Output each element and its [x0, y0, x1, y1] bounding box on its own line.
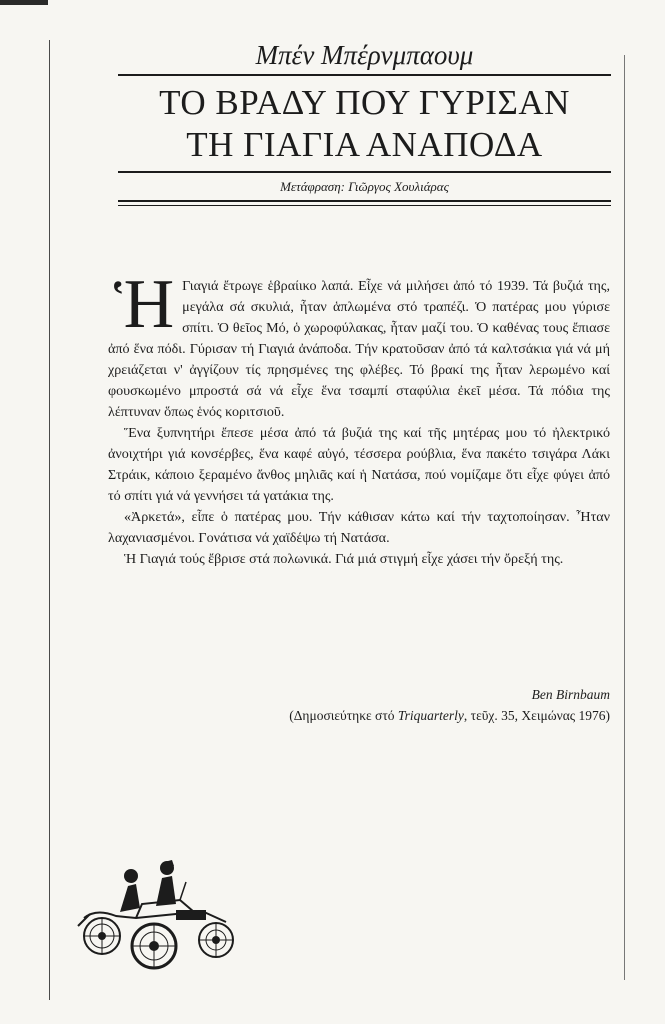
paragraph-1	[108, 266, 610, 423]
drop-cap: Ἡ	[114, 266, 175, 343]
publication-suffix: , τεῦχ. 35, Χειμώνας 1976)	[463, 708, 610, 723]
paragraph-1-text: Γιαγιά ἔτρωγε ἑβραίικο λαπά. Εἶχε νά μιλήσει ἀπό τό 1939. Τά βυζιά της, μεγάλα σά σκυλιά, ἦταν ἁπλωμένα στό τραπέζι. Ὁ πατέρας μου γύρισε σπίτι. Ὁ θεῖος Μό, ὁ χωροφύλακας, ἦταν μαζί του. Ὁ καθένας τους ἔπιασε ἀπό ἕνα πόδι. Γύρισαν τή Γιαγιά ἀνάποδα. Τήν κρατοῦσαν ἀπό τά καλτσάκια γιά νά μή χρειάζεται ν' ἀγγίζουν τίς πρησμένες της φλέβες. Τό βρακί της ἦταν λερωμένο καί φουσκωμένο μπροστά σά νά εἶχε ἕνα τσαμπί σταφύλια ἐκεῖ μέσα. Τά πόδια της λέπτυναν ὅπως ἑνός κοριτσιοῦ.	[108, 278, 610, 420]
paragraph-2: Ἕνα ξυπνητήρι ἔπεσε μέσα ἀπό τά βυζιά της καί τῆς μητέρας μου τό ἠλεκτρικό ἀνοιχτήρι γιά κονσέρβες, ἕνα καφέ αὐγό, τέσσερα ρούβλια, ἕνα πακέτο τσιγάρα Λάκι Στράικ, κάποιο ξεραμένο ἄνθος μηλιᾶς καί ἡ Νατάσα, πού νομίζαμε ὅτι εἶχε φύγει ἀπό τό σπίτι γιά νά γεννήσει τά γατάκια της.	[108, 425, 610, 504]
title-line-1: ΤΟ ΒΡΑΔΥ ΠΟΥ ΓΥΡΙΣΑΝ	[159, 83, 570, 122]
publication-prefix: (Δημοσιεύτηκε στό	[289, 708, 398, 723]
header-rule-bottom	[118, 200, 611, 202]
article-title	[118, 76, 611, 171]
header-rule-bottom-thin	[118, 205, 611, 206]
article-header	[118, 38, 611, 206]
author-name: Μπέν Μπέρνμπαουμ	[255, 40, 474, 70]
paragraph-3: «Ἀρκετά», εἶπε ὁ πατέρας μου. Τήν κάθισαν κάτω καί τήν ταχτοποίησαν. Ἦταν λαχανιασμένοι. Γονάτισα νά χαϊδέψω τή Νατάσα.	[108, 509, 610, 546]
signature-block	[190, 684, 610, 726]
publication-note	[190, 705, 610, 726]
story-body	[108, 266, 610, 570]
signature-name: Ben Birnbaum	[531, 687, 610, 702]
translator-credit: Μετάφραση: Γιῶργος Χουλιάρας	[280, 179, 449, 194]
vintage-car-icon	[76, 856, 241, 974]
page-edge-mark	[0, 0, 48, 5]
right-margin-line	[624, 55, 625, 980]
title-line-2: ΤΗ ΓΙΑΓΙΑ ΑΝΑΠΟΔΑ	[186, 125, 543, 164]
paragraph-4: Ἡ Γιαγιά τούς ἔβρισε στά πολωνικά. Γιά μιά στιγμή εἶχε χάσει τήν ὄρεξή της.	[124, 551, 564, 567]
publication-journal: Triquarterly	[397, 708, 464, 723]
left-margin-line	[49, 40, 50, 1000]
